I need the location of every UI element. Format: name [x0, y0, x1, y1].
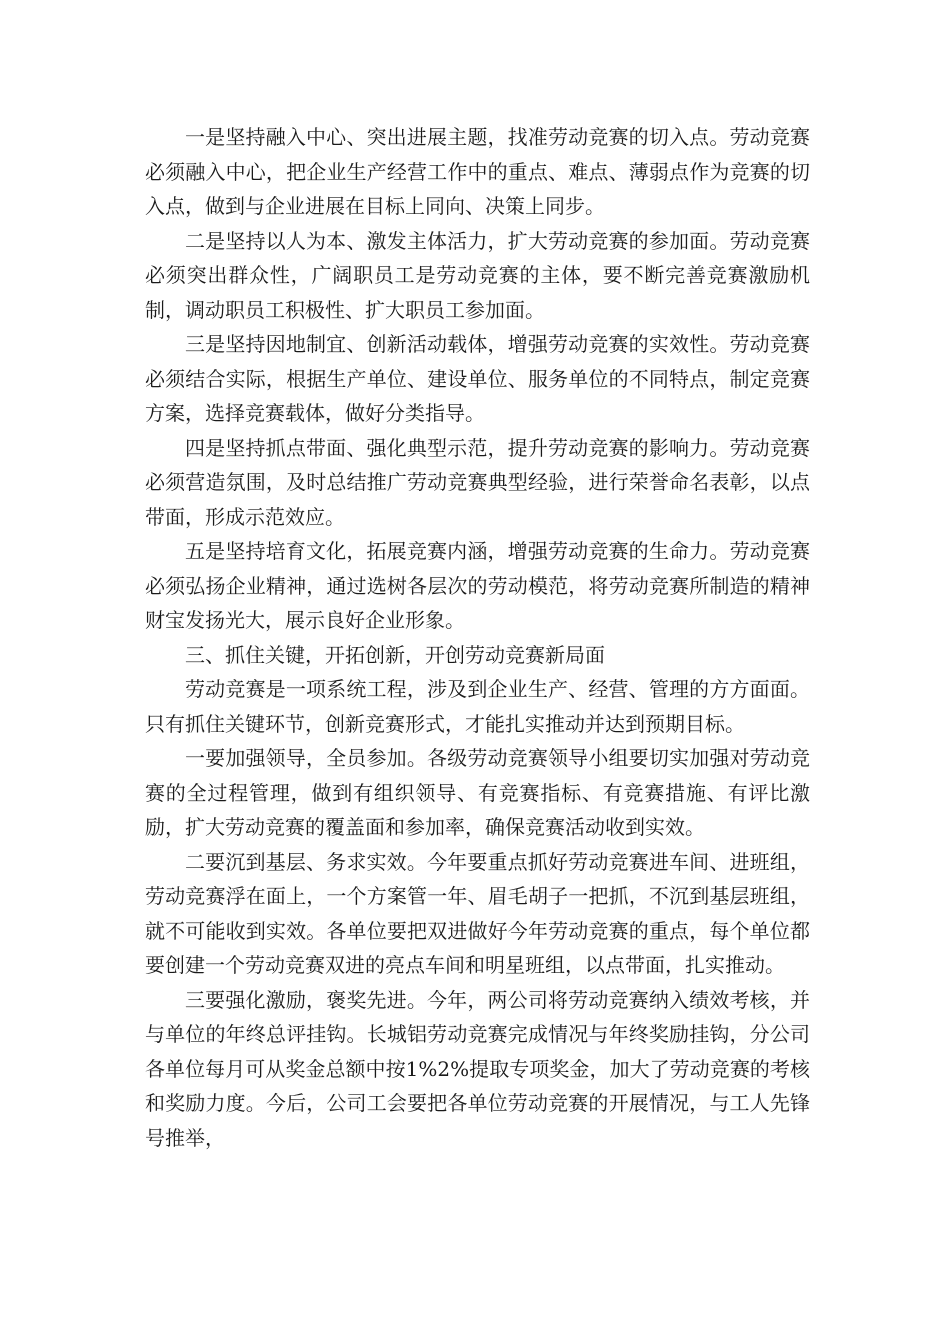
paragraph-measure-3: 三要强化激励，褒奖先进。今年，两公司将劳动竞赛纳入绩效考核，并与单位的年终总评挂钩。长城铝劳动竞赛完成情况与年终奖励挂钩，分公司各单位每月可从奖金总额中按1%2%提取专项奖金，加大了劳动竞赛的考核和奖励力度。今后，公司工会要把各单位劳动竞赛的开展情况，与工人先锋号推举，	[145, 987, 810, 1150]
paragraph-principle-3: 三是坚持因地制宜、创新活动载体，增强劳动竞赛的实效性。劳动竞赛必须结合实际，根据生产单位、建设单位、服务单位的不同特点，制定竞赛方案，选择竞赛载体，做好分类指导。	[145, 332, 810, 425]
paragraph-measure-1: 一要加强领导，全员参加。各级劳动竞赛领导小组要切实加强对劳动竞赛的全过程管理，做到有组织领导、有竞赛指标、有竞赛措施、有评比激励，扩大劳动竞赛的覆盖面和参加率，确保竞赛活动收到实效。	[145, 746, 810, 839]
paragraph-principle-1: 一是坚持融入中心、突出进展主题，找准劳动竞赛的切入点。劳动竞赛必须融入中心，把企业生产经营工作中的重点、难点、薄弱点作为竞赛的切入点，做到与企业进展在目标上同向、决策上同步。	[145, 125, 810, 218]
paragraph-section-intro: 劳动竞赛是一项系统工程，涉及到企业生产、经营、管理的方方面面。只有抓住关键环节，创新竞赛形式，才能扎实推动并达到预期目标。	[145, 677, 810, 736]
document-body	[145, 120, 810, 1155]
paragraph-principle-5: 五是坚持培育文化，拓展竞赛内涵，增强劳动竞赛的生命力。劳动竞赛必须弘扬企业精神，通过选树各层次的劳动模范，将劳动竞赛所制造的精神财宝发扬光大，展示良好企业形象。	[145, 539, 810, 632]
paragraph-principle-2: 二是坚持以人为本、激发主体活力，扩大劳动竞赛的参加面。劳动竞赛必须突出群众性，广阔职员工是劳动竞赛的主体，要不断完善竞赛激励机制，调动职员工积极性、扩大职员工参加面。	[145, 228, 810, 322]
section-heading-3: 三、抓住关键，开拓创新，开创劳动竞赛新局面	[185, 642, 605, 667]
paragraph-principle-4: 四是坚持抓点带面、强化典型示范，提升劳动竞赛的影响力。劳动竞赛必须营造氛围，及时总结推广劳动竞赛典型经验，进行荣誉命名表彰，以点带面，形成示范效应。	[145, 435, 810, 529]
paragraph-measure-2: 二要沉到基层、务求实效。今年要重点抓好劳动竞赛进车间、进班组，劳动竞赛浮在面上，一个方案管一年、眉毛胡子一把抓，不沉到基层班组，就不可能收到实效。各单位要把双进做好今年劳动竞赛的重点，每个单位都要创建一个劳动竞赛双进的亮点车间和明星班组，以点带面，扎实推动。	[145, 849, 810, 977]
